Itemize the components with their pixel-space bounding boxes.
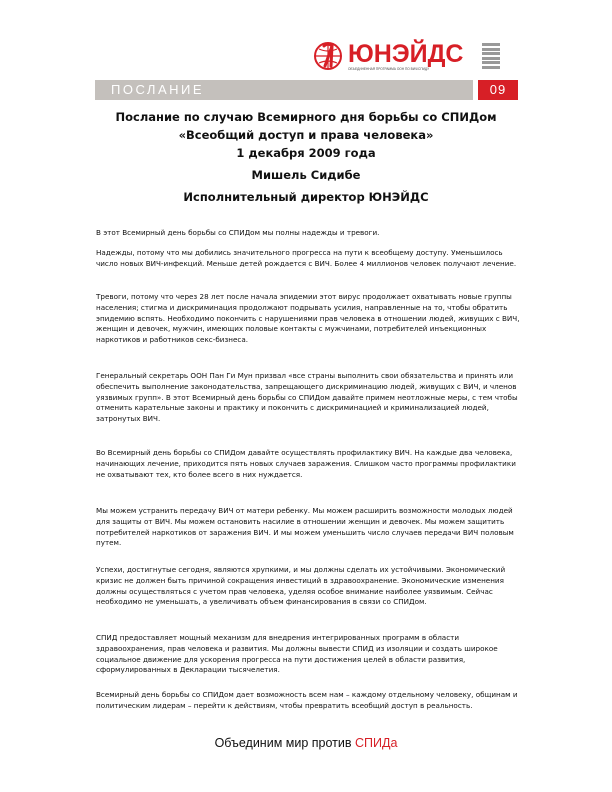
logo-wordmark: ЮНЭЙДС — [348, 40, 464, 68]
logo-subtitle: ОБЪЕДИНЕННАЯ ПРОГРАММА ООН ПО ВИЧ/СПИДУ — [348, 67, 430, 71]
paragraph-1: В этот Всемирный день борьбы со СПИДом мы полны надежды и тревоги. — [96, 228, 380, 237]
document-date: 1 декабря 2009 года — [236, 146, 376, 160]
paragraph-9: Всемирный день борьбы со СПИДом дает возможность всем нам – каждому отдельному человеку, общинам и политическим лидерам – перейти к действиям, чтобы превратить всеобщий доступ в реальность. — [96, 690, 518, 710]
paragraph-8: СПИД предоставляет мощный механизм для внедрения интегрированных программ в области здравоохранения, прав человека и развития. Мы должны вывести СПИД из изоляции и создать широкое социальное движение для ускорения прогресса на пути достижения целей в области развития, сформулированных в Декларации тысячелетия. — [96, 633, 498, 675]
paragraph-3: Тревоги, потому что через 28 лет после начала эпидемии этот вирус продолжает охватывать новые группы населения; стигма и дискриминация продолжают подрывать усилия, направленные на то, чтобы обратить эпидемию вспять. Необходимо покончить с нарушениями прав человека в отношении людей, живущих с ВИЧ, женщин и девочек, мужчин, имеющих половые контакты с мужчинами, потребителей инъекционных наркотиков и работников секс-бизнеса. — [96, 292, 520, 345]
paragraph-7: Успехи, достигнутые сегодня, являются хрупкими, и мы должны сделать их устойчивыми. Экономический кризис не должен быть причиной сокращения инвестиций в здравоохранение. Экономические изменения должны осуществляться с учетом прав человека, уделяя особое внимание наиболее уязвимым. Сейчас необходимо не уменьшать, а увеличивать объем финансирования в связи со СПИДом. — [96, 565, 506, 607]
unaids-logo — [312, 40, 498, 74]
ribbon-globe-icon — [312, 40, 344, 72]
section-band — [95, 80, 473, 100]
page-number: 09 — [478, 80, 518, 100]
slogan-accent: СПИДа — [354, 736, 398, 750]
section-label: ПОСЛАНИЕ — [111, 82, 205, 97]
logo-side-text — [482, 43, 500, 70]
slogan-main: Объединим мир против — [214, 736, 355, 750]
paragraph-2: Надежды, потому что мы добились значительного прогресса на пути к всеобщему доступу. Уменьшилось число новых ВИЧ-инфекций. Меньше детей рождается с ВИЧ. Более 4 миллионов человек получают лечение. — [96, 248, 517, 268]
paragraph-6: Мы можем устранить передачу ВИЧ от матери ребенку. Мы можем расширить возможности молодых людей для защиты от ВИЧ. Мы можем остановить насилие в отношении женщин и девочек. Мы можем защитить потребителей наркотиков от заражения ВИЧ. И мы можем уменьшить число случаев передачи ВИЧ половым путем. — [96, 506, 514, 548]
paragraph-4: Генеральный секретарь ООН Пан Ги Мун призвал «все страны выполнить свои обязательства и принять или обеспечить выполнение законодательства, запрещающего дискриминацию людей, живущих с ВИЧ, и членов уязвимых групп». В этот Всемирный день борьбы со СПИДом давайте примем неотложные меры, с тем чтобы отменить карательные законы и практику и покончить с дискриминацией и криминализацией людей, затронутых ВИЧ. — [96, 371, 518, 424]
footer-slogan — [0, 736, 612, 750]
document-title-line1: Послание по случаю Всемирного дня борьбы со СПИДом — [115, 110, 497, 124]
paragraph-5: Во Всемирный день борьбы со СПИДом давайте осуществлять профилактику ВИЧ. На каждые два человека, начинающих лечение, приходится пять новых случаев заражения. Слишком часто программы профилактики не охватывают тех, кто более всего в них нуждается. — [96, 448, 516, 479]
author-position: Исполнительный директор ЮНЭЙДС — [183, 190, 429, 204]
document-title-line2: «Всеобщий доступ и права человека» — [178, 128, 434, 142]
author-name: Мишель Сидибе — [251, 168, 361, 182]
